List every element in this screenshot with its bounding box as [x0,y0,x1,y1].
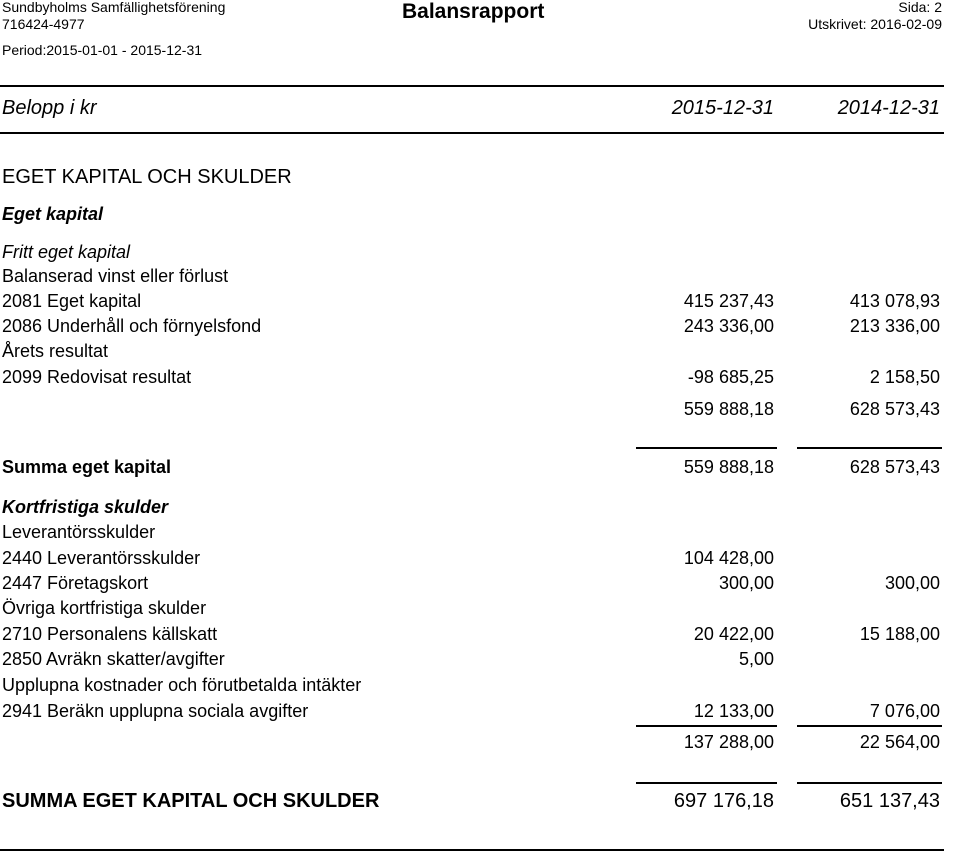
row-value-previous: 213 336,00 [849,316,940,336]
row-label: Kortfristiga skulder [2,497,169,517]
table-row [0,291,960,317]
row-label: Summa eget kapital [2,457,172,477]
row-label: Årets resultat [2,341,109,361]
page-title: Balansrapport [402,0,545,23]
table-row [0,573,960,599]
row-value-current: 5,00 [738,649,774,669]
footer-divider [0,849,944,851]
table-row [0,624,960,650]
row-label: 2086 Underhåll och förnyelsfond [2,316,262,336]
grand-total-row [0,790,960,816]
org-name: Sundbyholms Samfällighetsförening [2,0,226,15]
table-row [0,204,960,230]
table-row [0,598,960,624]
row-label: 2440 Leverantörsskulder [2,548,201,568]
column-header-divider [0,132,944,134]
row-label: Balanserad vinst eller förlust [2,266,229,286]
org-number: 716424-4977 [2,16,85,32]
row-value-current: -98 685,25 [687,367,774,387]
total-underline [636,447,777,449]
row-value-current: 415 237,43 [683,291,774,311]
table-row [0,548,960,574]
row-label: Fritt eget kapital [2,242,131,262]
row-value-current: 20 422,00 [693,624,774,644]
table-row [0,701,960,727]
subtotal-underline [636,725,777,727]
row-value-current: 300,00 [718,573,774,593]
row-value-current: 104 428,00 [683,548,774,568]
row-label: Övriga kortfristiga skulder [2,598,207,618]
grand-total-underline [797,782,942,784]
row-value-previous: 628 573,43 [849,457,940,477]
table-row [0,266,960,292]
column-date-current: 2015-12-31 [671,97,774,119]
column-header-row [0,97,960,123]
subtotal-underline [797,725,942,727]
row-label: 2710 Personalens källskatt [2,624,218,644]
page-number: Sida: 2 [898,0,942,15]
row-label: 2850 Avräkn skatter/avgifter [2,649,225,669]
table-row [0,242,960,268]
row-value-previous: 413 078,93 [849,291,940,311]
table-row [0,675,960,701]
row-value-previous: 2 158,50 [869,367,940,387]
row-value-previous: 628 573,43 [849,399,940,419]
print-date: Utskrivet: 2016-02-09 [808,16,942,32]
row-value-current: 697 176,18 [673,790,774,812]
row-value-current: 559 888,18 [683,399,774,419]
row-value-current: 243 336,00 [683,316,774,336]
row-label: Eget kapital [2,204,104,224]
row-value-previous: 22 564,00 [859,732,940,752]
header-divider [0,85,944,87]
subtotal-row [0,732,960,758]
table-row [0,341,960,367]
section-title: EGET KAPITAL OCH SKULDER [2,166,292,188]
row-value-previous: 15 188,00 [859,624,940,644]
subtotal-row [0,399,960,425]
table-row [0,316,960,342]
column-date-previous: 2014-12-31 [837,97,940,119]
row-value-current: 559 888,18 [683,457,774,477]
row-label: Leverantörsskulder [2,522,156,542]
total-underline [797,447,942,449]
table-row [0,522,960,548]
amount-unit-label: Belopp i kr [2,97,97,119]
row-value-current: 12 133,00 [693,701,774,721]
table-row [0,367,960,393]
table-row [0,649,960,675]
row-label: Upplupna kostnader och förutbetalda intäkter [2,675,362,695]
row-label: 2447 Företagskort [2,573,149,593]
row-label: 2081 Eget kapital [2,291,142,311]
row-value-previous: 300,00 [884,573,940,593]
row-value-previous: 7 076,00 [869,701,940,721]
row-value-previous: 651 137,43 [839,790,940,812]
row-label: 2099 Redovisat resultat [2,367,192,387]
row-value-current: 137 288,00 [683,732,774,752]
report-period: Period:2015-01-01 - 2015-12-31 [2,42,203,58]
row-label: 2941 Beräkn upplupna sociala avgifter [2,701,309,721]
row-label: SUMMA EGET KAPITAL OCH SKULDER [2,790,380,812]
total-row [0,457,960,483]
table-row [0,497,960,523]
grand-total-underline [636,782,777,784]
